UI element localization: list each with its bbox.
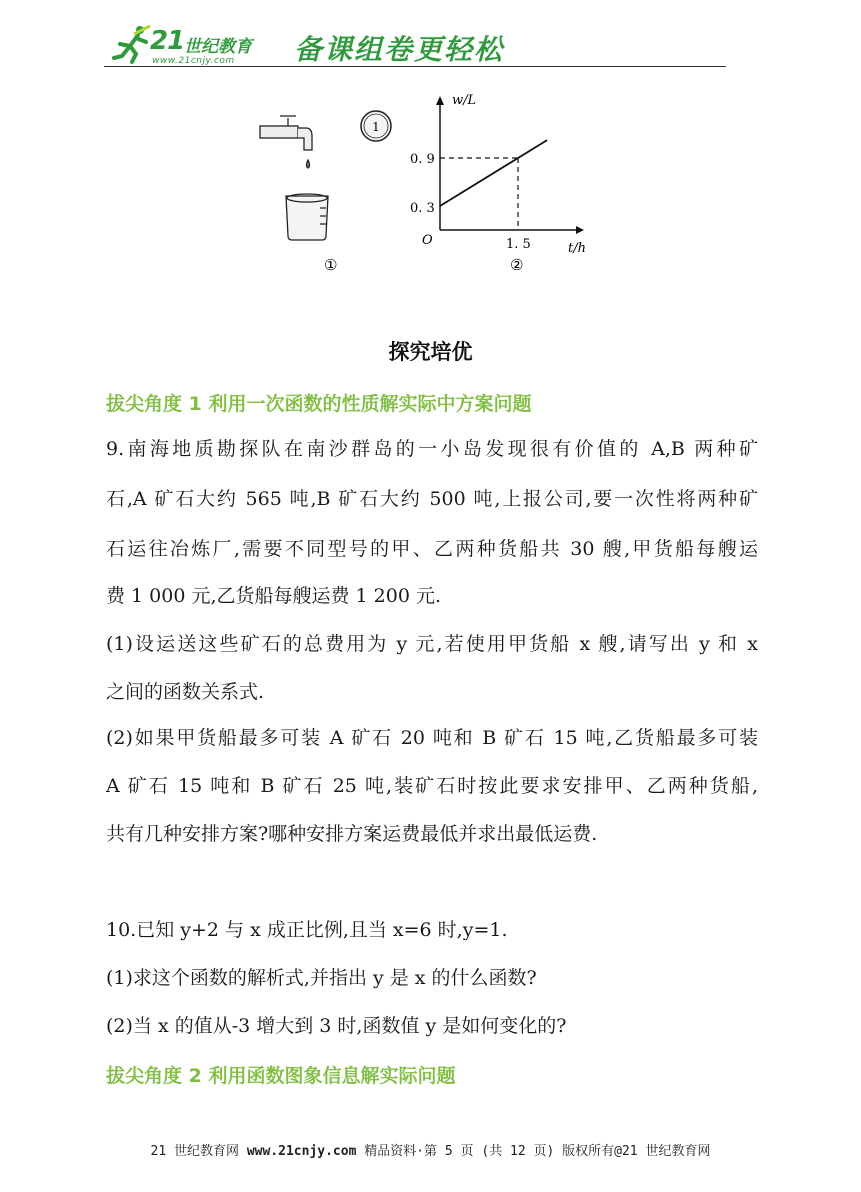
page-header <box>104 20 726 70</box>
y-axis-arrow-icon <box>436 96 444 105</box>
tick-label-y-high: 0. 9 <box>410 152 435 167</box>
footer-right: 精品资料·第 5 页 (共 12 页) 版权所有@21 世纪教育网 <box>356 1144 711 1159</box>
y-axis-label: w/L <box>452 93 477 108</box>
angle-1-heading: 拔尖角度 1 利用一次函数的性质解实际中方案问题 <box>106 393 532 415</box>
q9-line-9: 共有几种安排方案?哪种安排方案运费最低并求出最低运费. <box>106 823 598 845</box>
tick-label-y-low: 0. 3 <box>410 201 435 216</box>
header-divider <box>104 66 726 67</box>
x-axis-arrow-icon <box>576 226 584 234</box>
beaker-icon <box>286 194 328 240</box>
origin-label: O <box>422 233 433 248</box>
faucet-icon <box>260 116 312 168</box>
runner-logo-icon <box>110 24 154 64</box>
q9-line-8: A 矿石 15 吨和 B 矿石 25 吨,装矿石时按此要求安排甲、乙两种货船, <box>106 775 758 797</box>
footer-url[interactable]: www.21cnjy.com <box>246 1144 357 1159</box>
q10-line-1: 10.已知 y+2 与 x 成正比例,且当 x=6 时,y=1. <box>106 919 508 941</box>
clock-number: 1 <box>372 120 380 134</box>
series-line <box>440 140 547 206</box>
q9-line-5: (1)设运送这些矿石的总费用为 y 元,若使用甲货船 x 艘,请写出 y 和 x <box>106 633 758 655</box>
caption-right: ② <box>510 256 524 274</box>
clock-icon <box>361 111 391 141</box>
q9-line-6: 之间的函数关系式. <box>106 681 265 703</box>
q9-line-3: 石运往冶炼厂,需要不同型号的甲、乙两种货船共 30 艘,甲货船每艘运 <box>106 538 758 560</box>
page-footer <box>0 1140 861 1159</box>
q9-line-4: 费 1 000 元,乙货船每艘运费 1 200 元. <box>106 585 442 607</box>
q10-line-2: (1)求这个函数的解析式,并指出 y 是 x 的什么函数? <box>106 967 537 989</box>
q9-line-2: 石,A 矿石大约 565 吨,B 矿石大约 500 吨,上报公司,要一次性将两种矿 <box>106 488 758 510</box>
logo-number: 21 <box>150 26 185 56</box>
caption-left: ① <box>324 256 338 274</box>
figure-illustration <box>250 88 610 278</box>
footer-left: 21 世纪教育网 <box>150 1144 247 1159</box>
q10-line-3: (2)当 x 的值从-3 增大到 3 时,函数值 y 是如何变化的? <box>106 1015 567 1037</box>
logo-url: www.21cnjy.com <box>152 56 235 66</box>
section-title: 探究培优 <box>388 340 473 364</box>
logo-text: 世纪教育 <box>184 37 252 57</box>
header-slogan: 备课组卷更轻松 <box>294 33 505 66</box>
tick-label-x: 1. 5 <box>506 237 531 252</box>
q9-line-1: 9.南海地质勘探队在南沙群岛的一小岛发现很有价值的 A,B 两种矿 <box>106 438 758 460</box>
q9-line-7: (2)如果甲货船最多可装 A 矿石 20 吨和 B 矿石 15 吨,乙货船最多可装 <box>106 727 758 749</box>
x-axis-label: t/h <box>568 241 586 256</box>
angle-2-heading: 拔尖角度 2 利用函数图象信息解实际问题 <box>106 1065 456 1087</box>
